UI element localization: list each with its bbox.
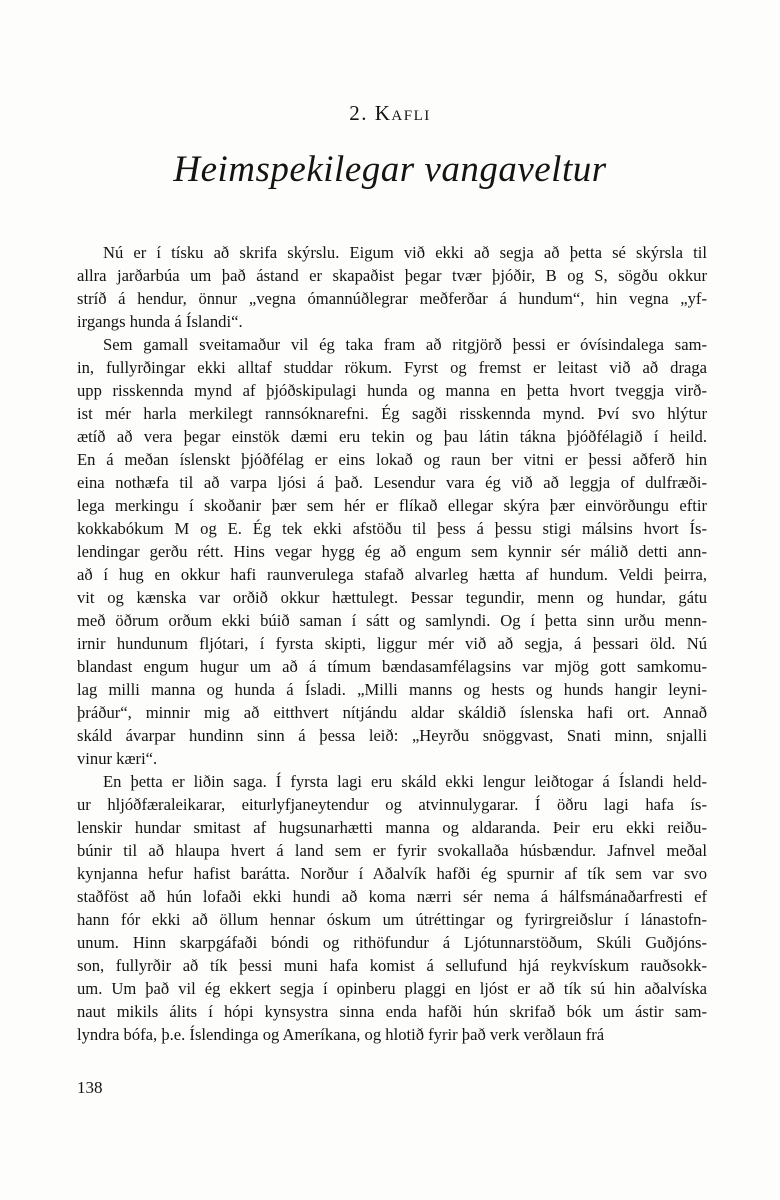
body-text (77, 241, 707, 1046)
text-line: Sem gamall sveitamaður vil ég taka fram að ritgjörð þessi er óvísindalega sam- (103, 335, 707, 354)
text-line: upp risskennda mynd af þjóðskipulagi hunda og manna en þetta hvort tveggja virð- (77, 381, 707, 400)
text-line: búnir til að hlaupa hvert á land sem er fyrir svokallaða húsbændur. Jafnvel meðal (77, 841, 707, 860)
text-line: lendingar gerðu rétt. Hins vegar hygg ég að engum sem kynnir sér málið detti ann- (77, 542, 707, 561)
text-line: lag milli manna og hunda á Ísladi. „Milli manns og hests og hunds hangir leyni- (77, 680, 707, 699)
paragraph (77, 333, 707, 770)
text-line: lega merkingu í skoðanir þær sem hér er flíkað ellegar skýra þær einvörðungu eftir (77, 496, 707, 515)
text-line: En á meðan íslenskt þjóðfélag er eins lokað og raun ber vitni er þessi aðferð hin (77, 450, 707, 469)
text-line: stríð á hendur, önnur „vegna ómannúðlegrar meðferðar á hundum“, hin vegna „yf- (77, 289, 707, 308)
text-line: að í hug en okkur hafi raunverulega stafað alvarleg hætta af hundum. Veldi þeirra, (77, 565, 707, 584)
text-line: kynjanna hefur hafist barátta. Norður í Aðalvík hafði ég spurnir af tík sem var svo (77, 864, 707, 883)
text-line: irgangs hunda á Íslandi“. (77, 312, 243, 331)
text-line: lenskir hundar smitast af hugsunarhætti manna og aldaranda. Þeir eru ekki reiðu- (77, 818, 707, 837)
text-line: ur hljóðfæraleikarar, eiturlyfjaneytendur og atvinnulygarar. Í öðru lagi hafa ís- (77, 795, 707, 814)
text-line: þráður“, minnir mig að eitthvert nítjándu aldar skáldið íslenska hafi ort. Annað (77, 703, 707, 722)
text-line: Nú er í tísku að skrifa skýrslu. Eigum við ekki að segja að þetta sé skýrsla til (103, 243, 707, 262)
text-line: son, fullyrðir að tík þessi muni hafa komist á sellufund hjá reykvískum rauðsokk- (77, 956, 707, 975)
text-line: kokkabókum M og E. Ég tek ekki afstöðu til þess á þessu stigi málsins hvort Ís- (77, 519, 707, 538)
text-line: blandast engum hugur um að á tímum bændasamfélagsins var mjög gott samkomu- (77, 657, 707, 676)
text-line: skáld ávarpar hundinn sinn á þessa leið: „Heyrðu snöggvast, Snati minn, snjalli (77, 726, 707, 745)
text-line: allra jarðarbúa um það ástand er skapaðist þegar tvær þjóðir, B og S, sögðu okkur (77, 266, 707, 285)
text-line: ist mér harla merkilegt rannsóknarefni. Ég sagði risskennda mynd. Því svo hlýtur (77, 404, 707, 423)
chapter-title: Heimspekilegar vangaveltur (173, 149, 607, 190)
paragraph (77, 241, 707, 333)
text-line: um. Um það vil ég ekkert segja í opinberu plaggi en ljóst er að tík sú hin aðalvíska (77, 979, 707, 998)
text-line: irnir hundunum fljótari, í fyrsta skipti, liggur mér við að segja, á þessari öld. Nú (77, 634, 707, 653)
text-line: vinur kæri“. (77, 749, 158, 768)
text-line: eina nothæfa til að varpa ljósi á það. Lesendur vara ég við að leggja of dulfræði- (77, 473, 707, 492)
text-line: vit og kænska var orðið okkur hættulegt. Þessar tegundir, menn og hundar, gátu (77, 588, 707, 607)
text-line: unum. Hinn skarpgáfaði bóndi og rithöfundur á Ljótunnarstöðum, Skúli Guðjóns- (77, 933, 707, 952)
text-line: naut mikils álits í hópi kynsystra sinna enda hafði hún skrifað bók um ástir sam- (77, 1002, 707, 1021)
text-line: En þetta er liðin saga. Í fyrsta lagi eru skáld ekki lengur leiðtogar á Íslandi held- (103, 772, 707, 791)
text-line: lyndra bófa, þ.e. Íslendinga og Ameríkana, og hlotið fyrir það verk verðlaun frá (77, 1025, 605, 1044)
chapter-number: 2. Kafli (349, 101, 431, 125)
text-line: staðföst að hún lofaði ekki hundi að koma nærri sér nema á hálfsmánaðarfresti ef (77, 887, 707, 906)
text-line: ætíð að vera þegar einstök dæmi eru tekin og þau látin tákna þjóðfélagið í heild. (77, 427, 707, 446)
text-line: hann fór ekki að öllum hennar óskum um útréttingar og fyrirgreiðslur í lánastofn- (77, 910, 707, 929)
paragraph (77, 770, 707, 1046)
text-line: in, fullyrðingar ekki alltaf studdar rökum. Fyrst og fremst er leitast við að draga (77, 358, 707, 377)
page-number: 138 (77, 1078, 103, 1097)
text-line: með öðrum orðum ekki búið saman í sátt og samlyndi. Og í þetta sinn urðu menn- (77, 611, 707, 630)
